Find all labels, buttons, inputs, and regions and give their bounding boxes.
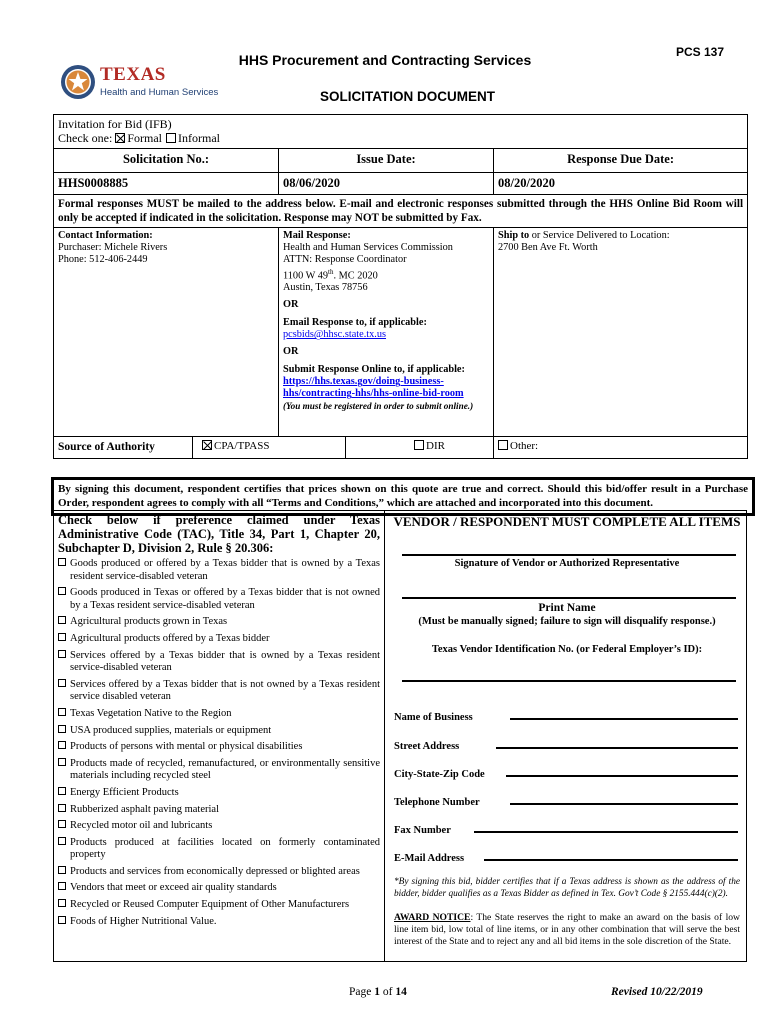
email-label: E-Mail Address (394, 853, 465, 864)
email-link[interactable]: pcsbids@hhsc.state.tx.us (283, 329, 387, 341)
preference-item-label: Vendors that meet or exceed air quality standards (70, 882, 277, 894)
formal-label: Formal (127, 131, 162, 145)
fax-line[interactable] (474, 831, 738, 833)
preference-heading: Check below if preference claimed under Texas Administrative Code (TAC), Title 34, Part 1, Chapter 20, Subchapter D, Division 2, Rule § 20.306: (58, 513, 380, 555)
preference-section (58, 513, 380, 932)
preference-item[interactable] (58, 899, 380, 912)
preference-item[interactable] (58, 650, 380, 675)
award-notice-heading: AWARD NOTICE (394, 912, 471, 923)
preference-item[interactable] (58, 679, 380, 704)
mail-line-3-street: 1100 W 49 (283, 270, 329, 282)
texas-hhs-logo (60, 63, 220, 103)
preference-item-label: Agricultural products offered by a Texas bidder (70, 632, 270, 644)
preference-checkbox[interactable] (58, 587, 66, 595)
cpa-tpass-checkbox[interactable] (202, 440, 212, 450)
preference-item[interactable] (58, 787, 380, 800)
page-of: of (379, 986, 396, 998)
street-address-line[interactable] (496, 747, 738, 749)
informal-label: Informal (178, 131, 220, 145)
award-notice (394, 912, 740, 947)
preference-item[interactable] (58, 820, 380, 833)
solicitation-table (53, 114, 747, 459)
page-subtitle: SOLICITATION DOCUMENT (320, 89, 495, 104)
form-number: PCS 137 (676, 45, 725, 59)
online-bid-room-link-1[interactable]: https://hhs.texas.gov/doing-business- (283, 376, 444, 388)
preference-checkbox[interactable] (58, 882, 66, 890)
preference-checkbox[interactable] (58, 725, 66, 733)
ship-to-address: 2700 Ben Ave Ft. Worth (498, 242, 598, 253)
street-address-label: Street Address (394, 741, 460, 752)
purchaser-name: Purchaser: Michele Rivers (58, 242, 168, 253)
texas-seal-icon (60, 64, 96, 100)
preference-item[interactable] (58, 616, 380, 629)
texas-bidder-certification: *By signing this bid, bidder certifies that if a Texas address is shown as the address of the bidder, bidder qualifies as a Texas Bidder as defined in Tex. Gov’t Code § 2155.444(c)(2). (394, 877, 740, 899)
page-number (349, 986, 407, 998)
city-state-zip-label: City-State-Zip Code (394, 769, 485, 780)
print-name-line[interactable] (402, 597, 736, 599)
online-heading: Submit Response Online to, if applicable: (283, 364, 465, 376)
preference-checkbox[interactable] (58, 899, 66, 907)
cpa-tpass-cell (193, 437, 346, 459)
preference-checkbox[interactable] (58, 558, 66, 566)
logo-tagline: Health and Human Services (100, 87, 219, 98)
contact-info-cell (54, 228, 279, 437)
email-line[interactable] (484, 859, 738, 861)
vendor-title: VENDOR / RESPONDENT MUST COMPLETE ALL ITEMS (393, 514, 741, 529)
preference-item[interactable] (58, 741, 380, 754)
preference-item-label: Texas Vegetation Native to the Region (70, 707, 232, 719)
preference-item[interactable] (58, 758, 380, 783)
other-cell (494, 437, 748, 459)
preference-item[interactable] (58, 633, 380, 646)
preference-checkbox[interactable] (58, 616, 66, 624)
email-heading: Email Response to, if applicable: (283, 317, 427, 329)
preference-item-label: Recycled or Reused Computer Equipment of Other Manufacturers (70, 899, 350, 911)
mail-line-2: ATTN: Response Coordinator (283, 254, 407, 265)
other-label: Other: (510, 440, 539, 452)
print-name-note: (Must be manually signed; failure to sign will disqualify response.) (418, 616, 716, 627)
preference-item-label: Recycled motor oil and lubricants (70, 820, 213, 832)
mail-line-1: Health and Human Services Commission (283, 242, 453, 253)
preference-item-label: Products made of recycled, remanufactured, or environmentally sensitive materials including recycled steel (70, 757, 380, 782)
page-title: HHS Procurement and Contracting Services (238, 52, 532, 68)
issue-date: 08/06/2020 (279, 173, 494, 195)
or-separator-2: OR (283, 346, 299, 358)
logo-name: TEXAS (100, 64, 166, 85)
fax-label: Fax Number (394, 825, 451, 836)
preference-list (58, 558, 380, 928)
preference-item-label: Agricultural products grown in Texas (70, 616, 228, 628)
preference-item-label: Products produced at facilities located on formerly contaminated property (70, 836, 380, 861)
other-checkbox[interactable] (498, 440, 508, 450)
preference-checkbox[interactable] (58, 708, 66, 716)
ship-to-heading-rest: or Service Delivered to Location: (529, 230, 670, 241)
preference-item[interactable] (58, 587, 380, 612)
preference-checkbox[interactable] (58, 916, 66, 924)
preference-item[interactable] (58, 916, 380, 929)
dir-cell (346, 437, 494, 459)
preference-checkbox[interactable] (58, 787, 66, 795)
telephone-label: Telephone Number (394, 797, 480, 808)
cpa-tpass-label: CPA/TPASS (214, 440, 270, 452)
preference-checkbox[interactable] (58, 741, 66, 749)
preference-checkbox[interactable] (58, 804, 66, 812)
certification-notice: By signing this document, respondent certifies that prices shown on this quote are true and correct. Should this bid/offer result in a Purchase Order, respondent agrees to comply with all “Terms and Conditions,” which are attached and incorporated into this document. (51, 477, 755, 516)
preference-item-label: Services offered by a Texas bidder that is not owned by a Texas resident service disabled veteran (70, 678, 380, 703)
revised-date: Revised 10/22/2019 (611, 986, 703, 998)
online-registration-note: (You must be registered in order to submit online.) (283, 401, 474, 412)
preference-item-label: Products and services from economically depressed or blighted areas (70, 865, 360, 877)
solicitation-no-header: Solicitation No.: (54, 149, 279, 173)
page-current: 1 (374, 986, 380, 998)
preference-checkbox[interactable] (58, 820, 66, 828)
preference-item-label: Goods produced or offered by a Texas bidder that is owned by a Texas resident service-disabled veteran (70, 558, 380, 582)
dir-checkbox[interactable] (414, 440, 424, 450)
business-name-label: Name of Business (394, 712, 473, 723)
issue-date-header: Issue Date: (279, 149, 494, 173)
ifb-label: Invitation for Bid (IFB) (58, 117, 172, 131)
due-date-header: Response Due Date: (494, 149, 748, 173)
purchaser-phone: Phone: 512-406-2449 (58, 254, 148, 265)
telephone-line[interactable] (510, 803, 738, 805)
check-one-label: Check one: (58, 131, 113, 145)
ship-to-heading: Ship to (498, 230, 530, 241)
preference-item-label: Foods of Higher Nutritional Value. (70, 915, 217, 927)
preference-checkbox[interactable] (58, 837, 66, 845)
city-state-zip-line[interactable] (506, 775, 738, 777)
preference-item-label: Energy Efficient Products (70, 786, 179, 798)
print-name-label: Print Name (538, 602, 596, 614)
or-separator-1: OR (283, 299, 299, 311)
preference-item-label: Products of persons with mental or physical disabilities (70, 741, 303, 753)
preference-checkbox[interactable] (58, 758, 66, 766)
preference-item[interactable] (58, 804, 380, 817)
mail-heading: Mail Response: (283, 230, 351, 241)
mail-response-cell (279, 228, 494, 437)
vendor-section (392, 513, 742, 947)
preference-item[interactable] (58, 882, 380, 895)
signature-line[interactable] (402, 554, 736, 556)
preference-checkbox[interactable] (58, 633, 66, 641)
formal-response-notice: Formal responses MUST be mailed to the address below. E-mail and electronic responses submitted through the HHS Online Bid Room will only be accepted if indicated in the solicitation. Response may NOT be submitted by Fax. (54, 195, 748, 228)
check-one-row (58, 131, 743, 145)
online-bid-room-link-2[interactable]: hhs/contracting-hhs/hhs-online-bid-room (283, 388, 464, 400)
award-notice-text: : The State reserves the right to make an award on the basis of low line item bid, low total of line items, or in any other combination that will serve the best interest of the State and to reject any and all bid items in the sole discretion of the State. (394, 912, 740, 947)
preference-item[interactable] (58, 866, 380, 879)
mail-line-3-mc: . MC 2020 (333, 270, 378, 282)
preference-item-label: Rubberized asphalt paving material (70, 803, 219, 815)
vendor-id-line[interactable] (402, 680, 736, 682)
mail-line-4: Austin, Texas 78756 (283, 282, 368, 294)
due-date: 08/20/2020 (494, 173, 748, 195)
formal-checkbox[interactable] (115, 133, 125, 143)
vendor-id-label: Texas Vendor Identification No. (or Federal Employer’s ID): (431, 644, 703, 655)
preference-checkbox[interactable] (58, 866, 66, 874)
solicitation-number: HHS0008885 (54, 173, 279, 195)
signature-label: Signature of Vendor or Authorized Representative (454, 558, 680, 569)
preference-checkbox[interactable] (58, 650, 66, 658)
mail-line-3-sup: th (328, 268, 334, 276)
source-of-authority-label: Source of Authority (54, 437, 193, 459)
preference-item[interactable] (58, 558, 380, 583)
preference-item[interactable] (58, 725, 380, 738)
preference-item[interactable] (58, 708, 380, 721)
bottom-section (53, 510, 747, 962)
page-total: 14 (395, 986, 407, 998)
business-name-line[interactable] (510, 718, 738, 720)
contact-heading: Contact Information: (58, 230, 153, 241)
preference-item-label: USA produced supplies, materials or equipment (70, 724, 272, 736)
mail-line-3 (283, 266, 489, 282)
preference-item-label: Services offered by a Texas bidder that is owned by a Texas resident service-disabled veteran (70, 649, 380, 674)
ship-to-cell (494, 228, 748, 437)
preference-item-label: Goods produced in Texas or offered by a Texas bidder that is not owned by a Texas resident service-disabled veteran (70, 587, 380, 611)
dir-label: DIR (426, 440, 445, 452)
section-divider (384, 511, 385, 961)
preference-checkbox[interactable] (58, 679, 66, 687)
informal-checkbox[interactable] (166, 133, 176, 143)
ifb-cell (54, 115, 748, 149)
preference-item[interactable] (58, 837, 380, 862)
page-prefix: Page (349, 986, 375, 998)
